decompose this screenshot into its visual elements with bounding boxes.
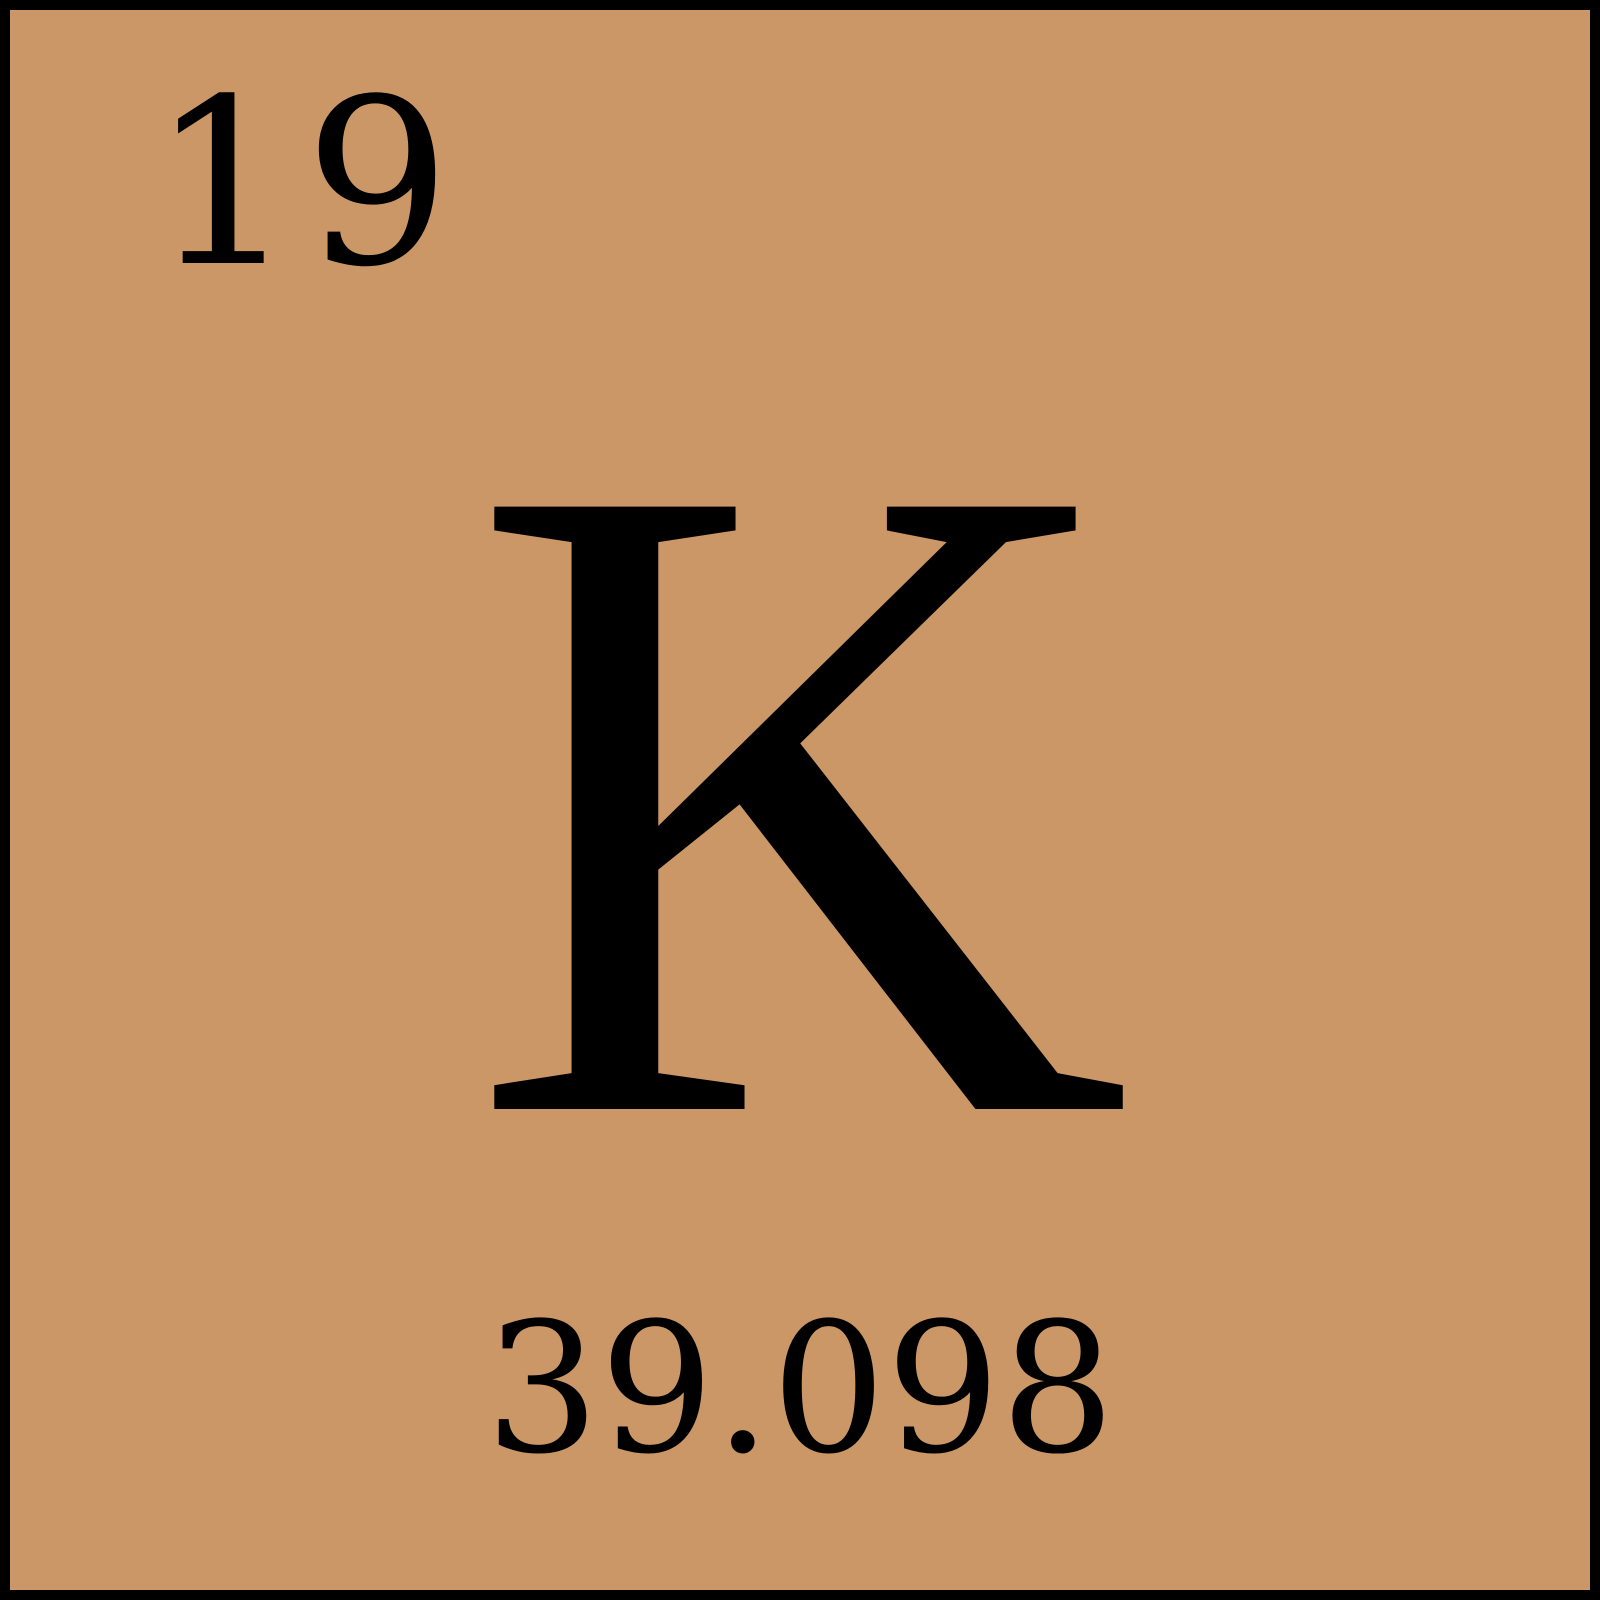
atomic-number: 19 [150,51,459,318]
element-symbol: K [467,290,1133,1309]
element-tile [10,10,1590,1590]
atomic-mass: 39.098 [485,1285,1115,1494]
